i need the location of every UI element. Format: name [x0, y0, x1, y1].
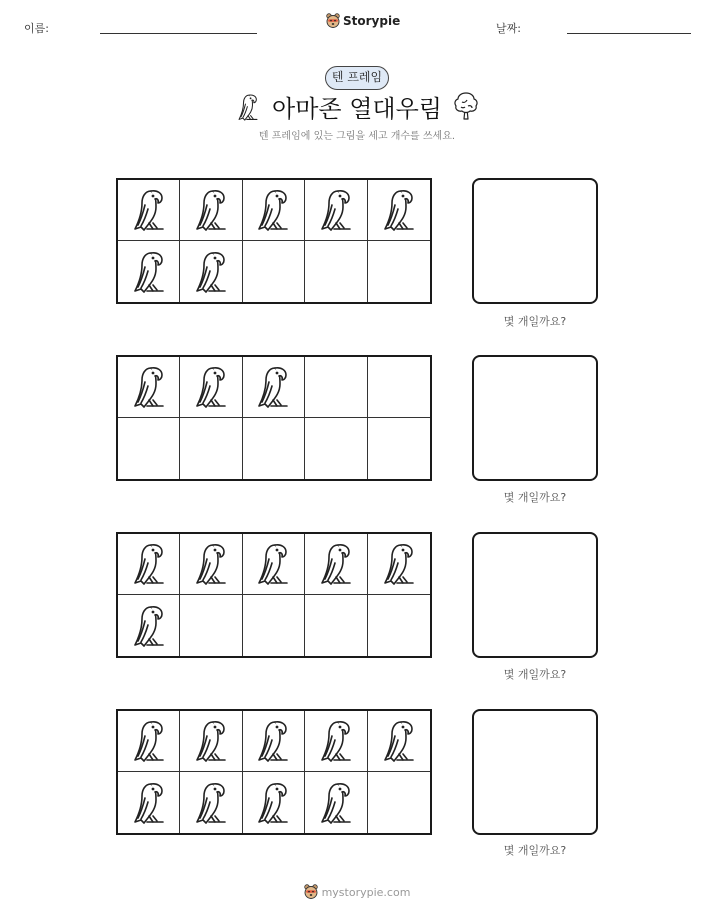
frame-cell: [118, 711, 180, 772]
footer: [0, 884, 714, 900]
frame-cell: [243, 534, 305, 595]
frame-cell: [368, 180, 430, 241]
bear-icon: [304, 884, 318, 900]
question-label: 몇 개일까요?: [503, 668, 567, 681]
frame-cell: [243, 357, 305, 418]
frame-cell: [368, 595, 430, 656]
frame-cell: [243, 595, 305, 656]
parrot-icon: [253, 537, 293, 591]
answer-box-4[interactable]: [472, 709, 598, 835]
parrot-icon: [379, 183, 419, 237]
frame-cell: [305, 595, 367, 656]
question-label: 몇 개일까요?: [503, 491, 567, 504]
frame-cell: [305, 418, 367, 479]
ten-frame-2: [116, 355, 432, 481]
frame-cell: [180, 534, 242, 595]
parrot-icon: [316, 537, 356, 591]
brand-name: Storypie: [343, 14, 401, 28]
frame-cell: [180, 357, 242, 418]
worksheet-type-badge: 텐 프레임: [325, 66, 389, 90]
parrot-icon: [191, 183, 231, 237]
parrot-icon: [191, 537, 231, 591]
frame-cell: [118, 534, 180, 595]
frame-cell: [243, 180, 305, 241]
bear-icon: [326, 13, 340, 29]
date-label: 날짜:: [496, 22, 521, 35]
storypie-logo: [326, 13, 400, 29]
frame-cell: [305, 241, 367, 302]
parrot-icon: [129, 537, 169, 591]
frame-cell: [368, 241, 430, 302]
frame-cell: [305, 711, 367, 772]
ten-frame-4: [116, 709, 432, 835]
parrot-icon: [379, 537, 419, 591]
parrot-icon: [253, 183, 293, 237]
footer-url[interactable]: mystorypie.com: [321, 885, 411, 899]
parrot-icon: [253, 360, 293, 414]
frame-cell: [305, 357, 367, 418]
frame-cell: [118, 357, 180, 418]
frame-cell: [180, 180, 242, 241]
frame-cell: [243, 241, 305, 302]
frame-cell: [118, 180, 180, 241]
parrot-icon: [316, 776, 356, 830]
frame-cell: [305, 772, 367, 833]
tree-icon: [452, 90, 480, 120]
question-label: 몇 개일까요?: [503, 844, 567, 857]
parrot-icon: [191, 776, 231, 830]
parrot-icon: [191, 245, 231, 299]
ten-frame-1: [116, 178, 432, 304]
frame-cell: [118, 772, 180, 833]
frame-cell: [118, 418, 180, 479]
parrot-icon: [316, 183, 356, 237]
frame-cell: [243, 711, 305, 772]
frame-cell: [368, 357, 430, 418]
name-label: 이름:: [24, 22, 49, 35]
frame-cell: [180, 772, 242, 833]
frame-cell: [368, 772, 430, 833]
ten-frame-3: [116, 532, 432, 658]
frame-cell: [305, 534, 367, 595]
name-line[interactable]: [100, 33, 257, 34]
answer-box-3[interactable]: [472, 532, 598, 658]
parrot-icon: [253, 776, 293, 830]
frame-cell: [118, 241, 180, 302]
answer-box-2[interactable]: [472, 355, 598, 481]
parrot-icon: [379, 714, 419, 768]
frame-cell: [368, 534, 430, 595]
parrot-icon: [129, 183, 169, 237]
parrot-icon: [191, 714, 231, 768]
frame-cell: [243, 772, 305, 833]
answer-box-1[interactable]: [472, 178, 598, 304]
parrot-icon: [129, 714, 169, 768]
question-label: 몇 개일까요?: [503, 315, 567, 328]
frame-cell: [368, 418, 430, 479]
frame-cell: [180, 595, 242, 656]
parrot-icon: [316, 714, 356, 768]
parrot-icon: [129, 776, 169, 830]
parrot-icon: [129, 360, 169, 414]
date-line[interactable]: [567, 33, 691, 34]
instructions: 텐 프레임에 있는 그림을 세고 개수를 쓰세요.: [258, 131, 456, 142]
page-title: 아마존 열대우림: [272, 95, 442, 123]
parrot-icon: [129, 599, 169, 653]
frame-cell: [118, 595, 180, 656]
frame-cell: [180, 711, 242, 772]
parrot-icon: [191, 360, 231, 414]
frame-cell: [180, 418, 242, 479]
frame-cell: [180, 241, 242, 302]
frame-cell: [243, 418, 305, 479]
frame-cell: [368, 711, 430, 772]
frame-cell: [305, 180, 367, 241]
parrot-icon: [129, 245, 169, 299]
parrot-icon: [253, 714, 293, 768]
